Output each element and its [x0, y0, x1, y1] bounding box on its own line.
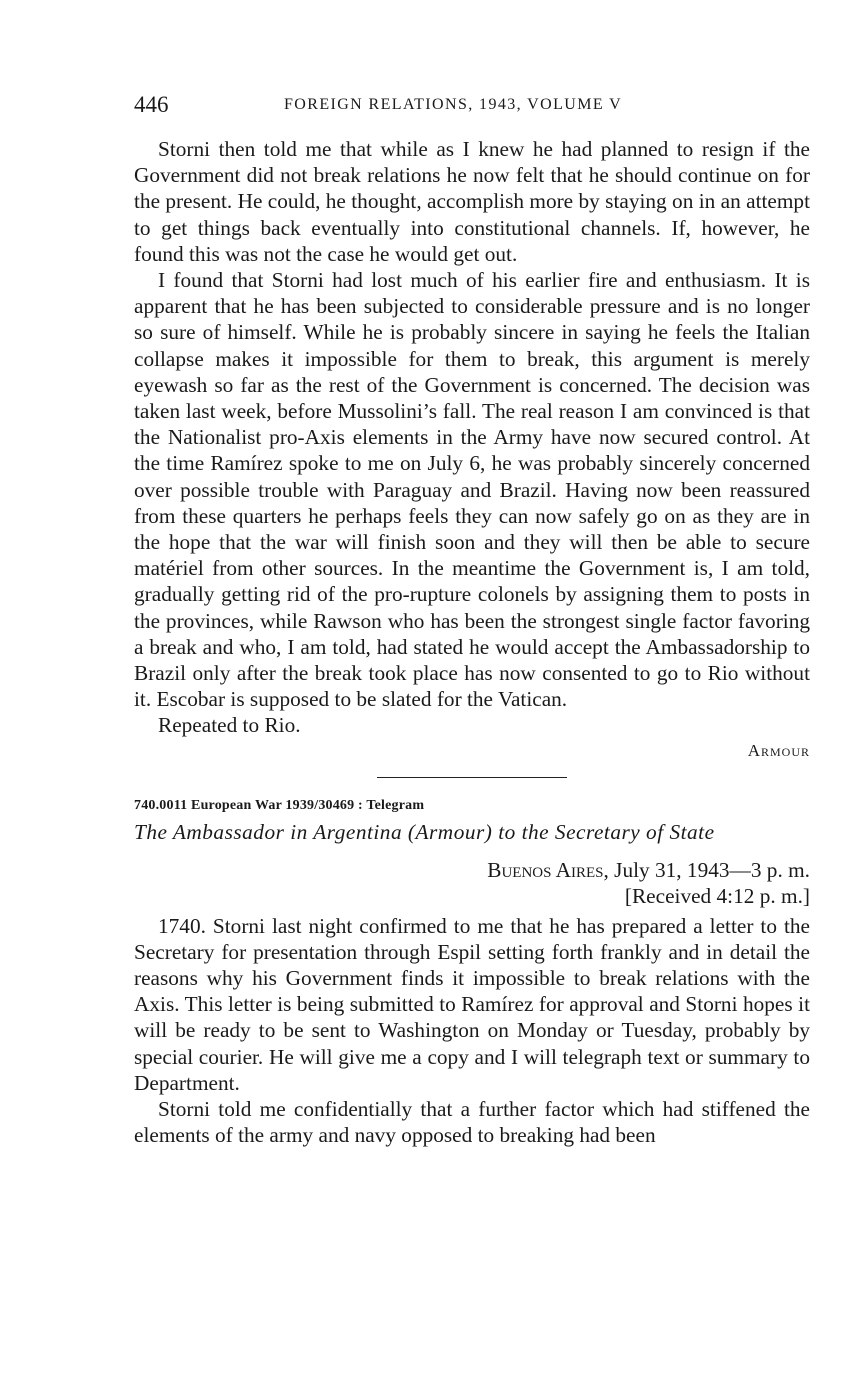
body-paragraph: Storni told me confidentially that a further factor which had stiffened the elements of the army and navy opposed to breaking had been [134, 1097, 810, 1148]
section-divider [377, 777, 567, 778]
file-reference: 740.0011 European War 1939/30469 : Telegram [134, 797, 425, 813]
dateline [134, 857, 810, 883]
running-head [134, 88, 810, 124]
document-page [134, 88, 810, 1149]
body-paragraph: I found that Storni had lost much of his earlier fire and enthusiasm. It is apparent that he has been subjected to considerable pressure and is no longer so sure of himself. While he is probably sincere in saying he feels the Italian collapse makes it impossible for them to break, this argument is merely eyewash so far as the rest of the Government is concerned. The decision was taken last week, before Mussolini’s fall. The real reason I am convinced is that the Nationalist pro-Axis elements in the Army have now secured control. At the time Ramírez spoke to me on July 6, he was probably sincerely concerned over possible trouble with Paraguay and Brazil. Having now been reassured from these quarters he perhaps feels they can now safely go on as they are in the hope that the war will finish soon and they will then be able to secure matériel from other sources. In the meantime the Government is, I am told, gradually getting rid of the pro-rupture colonels by assigning them to posts in the provinces, while Rawson who has been the strongest single factor favoring a break and who, I am told, had stated he would accept the Ambassadorship to Brazil only after the break took place has now consented to go to Rio without it. Escobar is supposed to be slated for the Vatican. [134, 268, 810, 712]
body-paragraph: Repeated to Rio. [158, 713, 301, 738]
dateline-date: , July 31, 1943—3 p. m. [603, 857, 810, 882]
dateline-place: Buenos Aires [487, 857, 604, 882]
received-note: [Received 4:12 p. m.] [624, 883, 810, 908]
page-number: 446 [134, 92, 169, 117]
body-paragraph: 1740. Storni last night confirmed to me that he has prepared a letter to the Secretary for presentation through Espil setting forth frankly and in detail the reasons why his Government finds it impossible to break relations with the Axis. This letter is being submitted to Ramírez for approval and Storni hopes it will be ready to be sent to Washington on Monday or Tuesday, probably by special courier. He will give me a copy and I will telegraph text or summary to Department. [134, 913, 810, 1095]
body-paragraph: Storni then told me that while as I knew he had planned to resign if the Government did not break relations he now felt that he should continue on for the present. He could, he thought, accomplish more by staying on in an attempt to get things back eventually into constitutional channels. If, however, he found this was not the case he would get out. [134, 137, 810, 266]
document-title: The Ambassador in Argentina (Armour) to the Secretary of State [134, 819, 715, 844]
running-title: FOREIGN RELATIONS, 1943, VOLUME V [284, 96, 623, 113]
signature: Armour [747, 740, 810, 760]
